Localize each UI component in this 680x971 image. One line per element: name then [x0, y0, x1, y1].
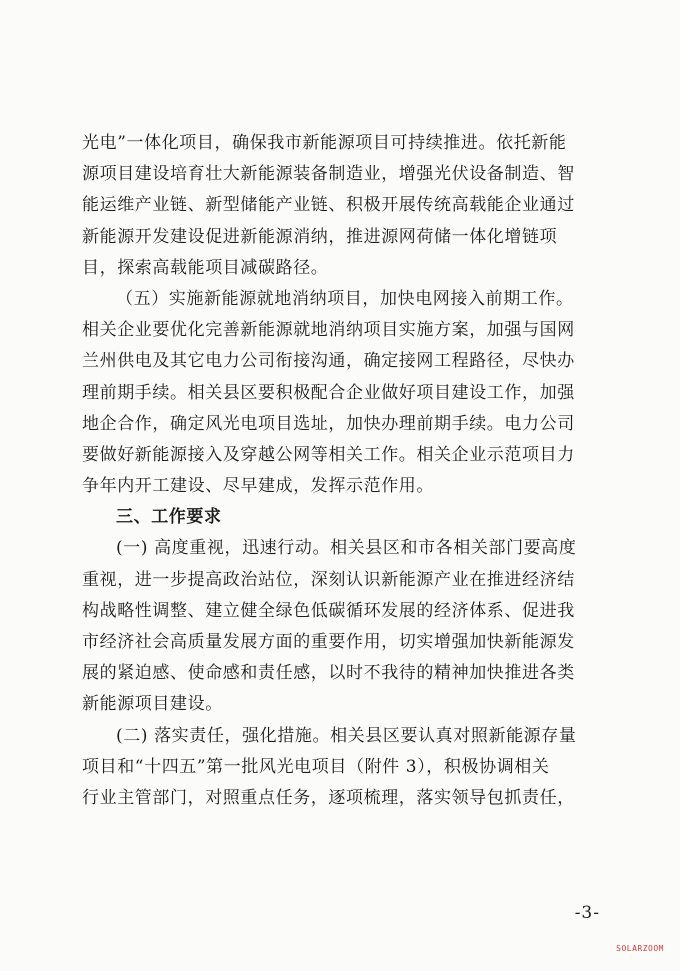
text-line: 构战略性调整、建立健全绿色低碳循环发展的经济体系、促进我 — [82, 600, 575, 621]
paragraph-requirement-2 — [82, 721, 602, 815]
text-line: 相关企业要优化完善新能源就地消纳项目实施方案，加强与国网 — [82, 320, 575, 341]
text-line: 理前期手续。相关县区要积极配合企业做好项目建设工作，加强 — [82, 382, 575, 403]
section-5-heading-line: （五）实施新能源就地消纳项目，加快电网接入前期工作。 — [116, 288, 574, 309]
document-body — [82, 128, 602, 814]
section-3-heading: 三、工作要求 — [116, 507, 222, 528]
watermark-logo: SOLARZOOM — [616, 944, 664, 953]
paragraph-continuation — [82, 128, 602, 284]
text-line: 展的紧迫感、使命感和责任感，以时不我待的精神加快推进各类 — [82, 663, 575, 684]
text-line: 争年内开工建设、尽早建成，发挥示范作用。 — [82, 476, 434, 497]
text-line: 市经济社会高质量发展方面的重要作用，切实增强加快新能源发 — [82, 632, 575, 652]
text-line: 新能源开发建设促进新能源消纳，推进源网荷储一体化增链项 — [82, 226, 558, 247]
page-number: -3- — [574, 903, 600, 923]
paragraph-section-5 — [82, 284, 602, 502]
text-line: 地企合作，确定风光电项目选址，加快办理前期手续。电力公司 — [82, 413, 575, 434]
text-line: 目，探索高载能项目减碳路径。 — [82, 257, 329, 278]
text-line: 源项目建设培育壮大新能源装备制造业，增强光伏设备制造、智 — [82, 164, 575, 185]
text-line: 重视，进一步提高政治站位，深刻认识新能源产业在推进经济结 — [82, 569, 575, 590]
text-line: 项目和“十四五”第一批风光电项目（附件 3），积极协调相关 — [82, 756, 550, 777]
text-line: 能运维产业链、新型储能产业链、积极开展传统高载能企业通过 — [82, 195, 575, 216]
paragraph-requirement-1 — [82, 533, 602, 720]
text-line: 新能源项目建设。 — [82, 694, 223, 715]
section-heading — [82, 502, 602, 533]
text-line: 要做好新能源接入及穿越公网等相关工作。相关企业示范项目力 — [82, 444, 575, 465]
text-line: (二) 落实责任，强化措施。相关县区要认真对照新能源存量 — [116, 725, 577, 746]
text-line: 兰州供电及其它电力公司衔接沟通，确定接网工程路径，尽快办 — [82, 351, 575, 372]
text-line: (一) 高度重视，迅速行动。相关县区和市各相关部门要高度 — [116, 538, 577, 559]
text-line: 光电”一体化项目，确保我市新能源项目可持续推进。依托新能 — [82, 133, 567, 153]
text-line: 行业主管部门，对照重点任务，逐项梳理，落实领导包抓责任， — [82, 787, 575, 808]
